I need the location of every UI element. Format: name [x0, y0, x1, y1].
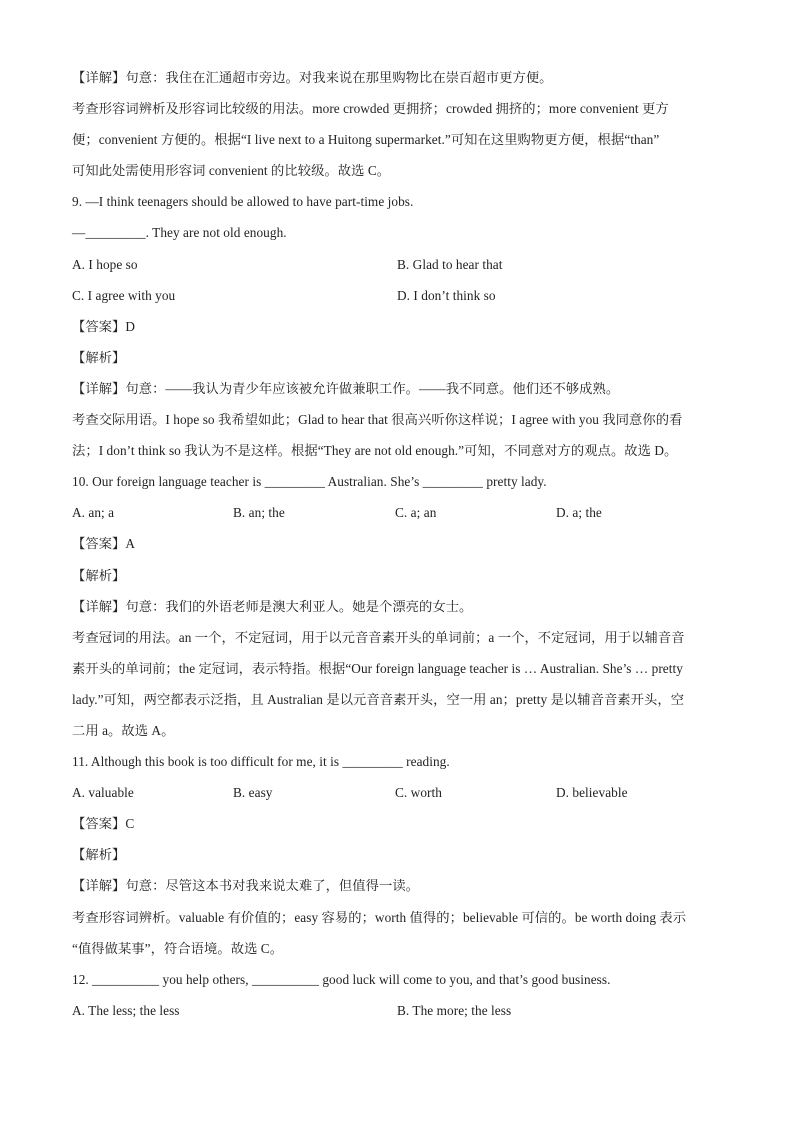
q10-option-d: D. a; the — [556, 505, 602, 521]
q9-option-d: D. I don’t think so — [397, 287, 496, 303]
q10-explanation-line: 考查冠词的用法。an 一个，不定冠词，用于以元音音素开头的单词前；a 一个，不定冠词，用于以辅音音 — [72, 629, 685, 645]
q9-answer: 【答案】D — [72, 318, 136, 334]
q10-answer: 【答案】A — [72, 536, 136, 552]
q10-analysis-heading: 【解析】 — [72, 567, 126, 583]
q10-option-b: B. an; the — [233, 505, 285, 521]
q12-options-row — [72, 995, 722, 1026]
q11-explanation-line: “值得做某事”，符合语境。故选 C。 — [72, 940, 284, 956]
q11-answer: 【答案】C — [72, 816, 135, 832]
q8-explanation-line: 可知此处需使用形容词 convenient 的比较级。故选 C。 — [72, 163, 391, 179]
q11-stem: 11. Although this book is too difficult for me, it is _________ reading. — [72, 754, 450, 770]
q8-detail: 【详解】句意：我住在汇通超市旁边。对我来说在那里购物比在崇百超市更方便。 — [72, 70, 553, 85]
q11-analysis-heading: 【解析】 — [72, 847, 126, 863]
q10-options-row — [72, 497, 722, 528]
exam-answer-page — [72, 62, 722, 1026]
q8-explanation-line: 考查形容词辨析及形容词比较级的用法。more crowded 更拥挤；crowded 拥挤的；more convenient 更方 — [72, 101, 669, 117]
q9-option-c: C. I agree with you — [72, 287, 176, 303]
q10-explanation-line: 二用 a。故选 A。 — [72, 722, 175, 738]
q12-option-b: B. The more; the less — [397, 1002, 512, 1018]
q11-option-a: A. valuable — [72, 785, 134, 801]
q9-detail: 【详解】句意：——我认为青少年应该被允许做兼职工作。——我不同意。他们还不够成熟。 — [72, 380, 620, 396]
q9-options-row — [72, 280, 722, 311]
q11-option-b: B. easy — [233, 785, 273, 801]
q11-options-row — [72, 777, 722, 808]
q9-explanation-line: 考查交际用语。I hope so 我希望如此；Glad to hear that 很高兴听你这样说；I agree with you 我同意你的看 — [72, 412, 683, 428]
q9-options-row — [72, 249, 722, 280]
q9-analysis-heading: 【解析】 — [72, 349, 126, 365]
q12-stem: 12. __________ you help others, __________ good luck will come to you, and that’s good business. — [72, 971, 611, 987]
q9-explanation-line: 法；I don’t think so 我认为不是这样。根据“They are not old enough.”可知，不同意对方的观点。故选 D。 — [72, 443, 678, 459]
q9-stem-reply: —_________. They are not old enough. — [72, 225, 287, 241]
q10-option-c: C. a; an — [395, 505, 437, 521]
q11-detail: 【详解】句意：尽管这本书对我来说太难了，但值得一读。 — [72, 878, 420, 894]
q11-option-c: C. worth — [395, 785, 442, 801]
q11-explanation-line: 考查形容词辨析。valuable 有价值的；easy 容易的；worth 值得的；believable 可信的。be worth doing 表示 — [72, 909, 687, 925]
q10-explanation-line: lady.”可知，两空都表示泛指，且 Australian 是以元音音素开头，空一用 an；pretty 是以辅音音素开头，空 — [72, 691, 685, 707]
q10-stem: 10. Our foreign language teacher is _________ Australian. She’s _________ pretty lady. — [72, 474, 547, 490]
q10-detail: 【详解】句意：我们的外语老师是澳大利亚人。她是个漂亮的女士。 — [72, 598, 473, 614]
q9-stem: 9. —I think teenagers should be allowed to have part-time jobs. — [72, 194, 414, 210]
q12-option-a: A. The less; the less — [72, 1002, 180, 1018]
q11-option-d: D. believable — [556, 785, 628, 801]
q10-explanation-line: 素开头的单词前；the 定冠词，表示特指。根据“Our foreign language teacher is … Australian. She’s … pretty — [72, 660, 683, 676]
q8-explanation-line: 便；convenient 方便的。根据“I live next to a Huitong supermarket.”可知在这里购物更方便，根据“than” — [72, 132, 660, 148]
q9-option-b: B. Glad to hear that — [397, 256, 503, 272]
q10-option-a: A. an; a — [72, 505, 115, 521]
q9-option-a: A. I hope so — [72, 256, 138, 272]
